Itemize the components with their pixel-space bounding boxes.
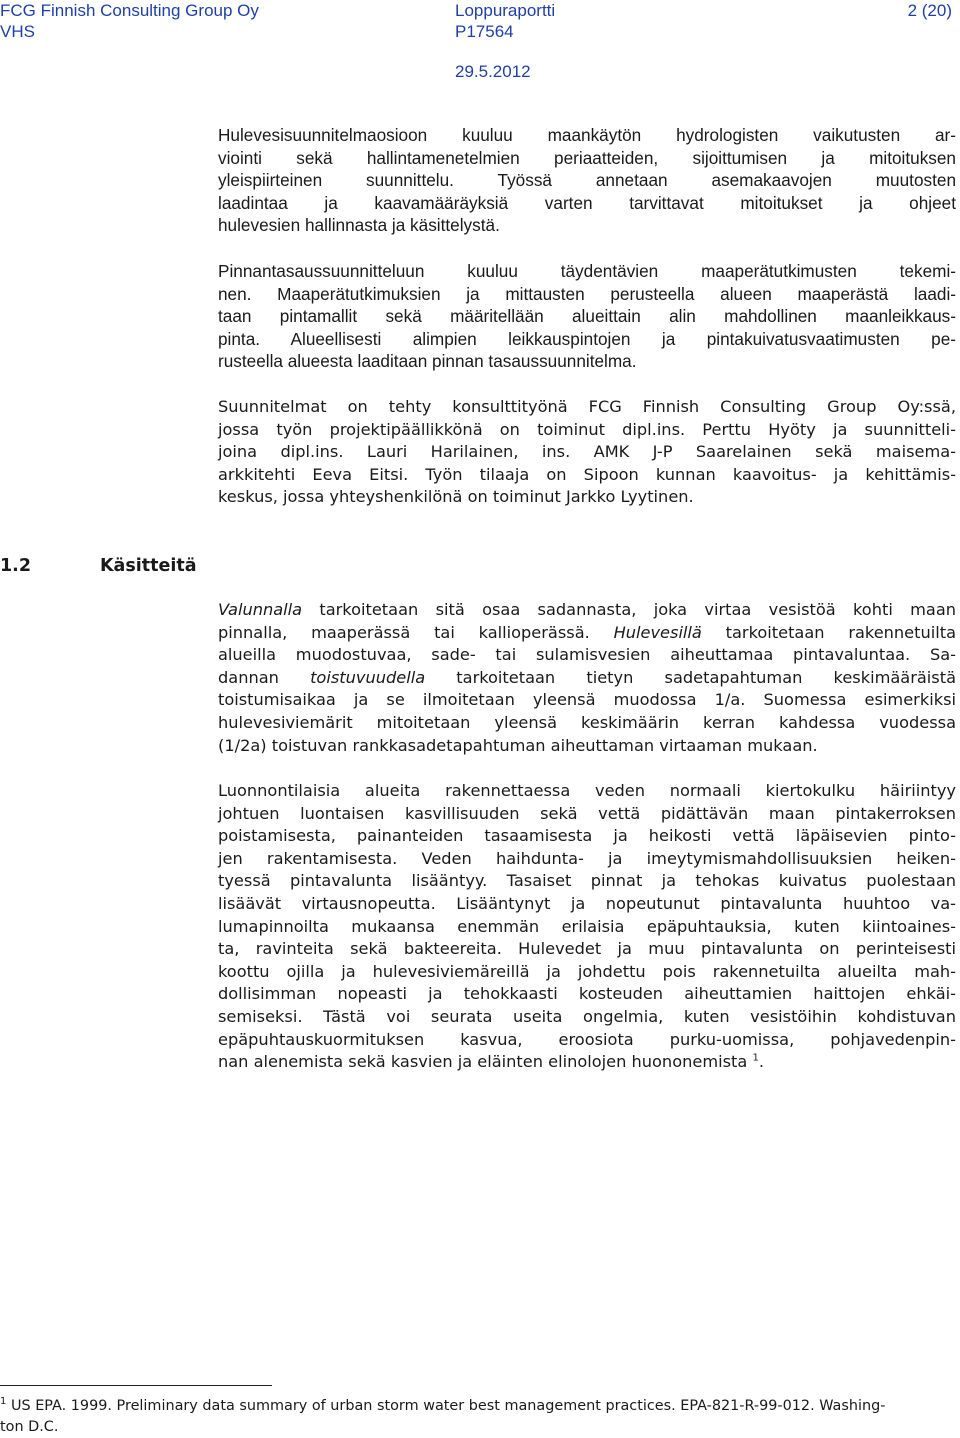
text-run: pinnalla, maaperässä tai kallioperässä. — [218, 622, 614, 642]
text-run: tarkoitetaan sitä osaa sadannasta, joka virtaa vesistöä kohti maan — [302, 600, 956, 619]
text-line: hulevesien hallinnasta ja käsittelystä. — [218, 215, 500, 236]
footnote-line: ton D.C. — [0, 1419, 59, 1435]
text-line: semiseksi. Tästä voi seurata useita ongelmia, kuten vesistöihin kohdistuvan — [218, 1006, 956, 1026]
text-line: alueilla muodostuvaa, sade- tai sulamisvesien aiheuttamaa pintavaluntaa. Sa- — [218, 645, 956, 665]
text-line: lumapinnoilta mukaansa enemmän erilaisia epäpuhtauksia, kuten kiintoaines- — [218, 916, 956, 936]
text-line: ta, ravinteita sekä bakteereita. Hulevedet ja muu pintavalunta on perinteisesti — [218, 939, 956, 959]
term-hulevesi: Hulevesillä — [613, 622, 702, 642]
footnote-text: US EPA. 1999. Preliminary data summary of urban storm water best management practices. EPA-821-R-99-012. Washing- — [6, 1398, 886, 1414]
term-valunta: Valunnalla — [218, 600, 303, 619]
text-line: Pinnantasaussuunnitteluun kuuluu täydentävien maaperätutkimusten tekemi- — [218, 261, 956, 281]
text-line — [218, 1051, 956, 1074]
text-line — [218, 599, 956, 622]
text-line: joina dipl.ins. Lauri Harilainen, ins. AMK J-P Saarelainen sekä maisema- — [218, 442, 956, 462]
text-line: nen. Maaperätutkimuksien ja mittausten perusteella alueen maaperästä laadi- — [218, 283, 956, 304]
header-unit: VHS — [0, 22, 35, 41]
intro-paragraph-3 — [218, 396, 956, 509]
footnote — [0, 1396, 960, 1438]
text-run: tarkoitetaan tietyn sadetapahtuman keskimääräistä — [425, 667, 956, 687]
text-line: yleispiirteinen suunnittelu. Työssä annetaan asemakaavojen muutosten — [218, 170, 956, 191]
footnote-mark: 1 — [0, 1396, 7, 1408]
text-run: . — [758, 1052, 764, 1072]
header-project-number: P17564 — [455, 22, 514, 41]
text-line: jen rakentamisesta. Veden haihdunta- ja imeytymismahdollisuuksien heiken- — [218, 848, 956, 868]
term-toistuvuus: toistuvuudella — [310, 667, 426, 687]
intro-paragraph-2 — [218, 260, 956, 373]
header-company: FCG Finnish Consulting Group Oy — [0, 1, 259, 20]
text-line: toistumisaikaa ja se ilmoitetaan yleensä muodossa 1/a. Suomessa esimerkiksi — [218, 690, 956, 710]
text-line: johtuen luontaisen kasvillisuuden sekä vettä pidättävän maan pintakerroksen — [218, 803, 956, 823]
text-line: Hulevesisuunnitelmaosioon kuuluu maankäytön hydrologisten vaikutusten ar- — [218, 125, 956, 145]
text-run: dannan — [218, 667, 311, 687]
text-line: (1/2a) toistuvan rankkasadetapahtuman aiheuttaman virtaaman mukaan. — [218, 735, 818, 755]
text-line: viointi sekä hallintamenetelmien periaatteiden, sijoittumisen ja mitoituksen — [218, 147, 956, 168]
header-doc-title: Loppuraportti — [455, 1, 556, 20]
section-title: Käsitteitä — [100, 556, 197, 576]
text-line: arkkitehti Eeva Eitsi. Työn tilaaja on Sipoon kunnan kaavoitus- ja kehittämis- — [218, 464, 956, 484]
text-run: nan alenemista sekä kasvien ja eläinten elinolojen huononemista — [218, 1052, 748, 1072]
text-run: tarkoitetaan rakennetuilta — [701, 622, 957, 642]
header-date: 29.5.2012 — [455, 62, 531, 81]
text-line — [218, 622, 956, 645]
text-line: lisäävät virtausnopeutta. Lisääntynyt ja nopeutunut pintavalunta huuhtoo va- — [218, 893, 956, 913]
footnote-reference[interactable]: 1 — [752, 1052, 759, 1064]
text-line: poistamisesta, painanteiden tasaamisesta ja heikosti vettä läpäisevien pinto- — [218, 826, 956, 846]
text-line: koottu ojilla ja hulevesiviemäreillä ja johdettu pois rakennetuilta alueilta mah- — [218, 961, 956, 981]
text-line: hulevesiviemärit mitoitetaan yleensä keskimäärin kerran kahdessa vuodessa — [218, 712, 956, 732]
text-line: keskus, jossa yhteyshenkilönä on toiminut Jarkko Lyytinen. — [218, 487, 694, 507]
text-line: dollisimman nopeasti ja tehokkaasti kosteuden aiheuttamien haittojen ehkäi- — [218, 984, 956, 1004]
text-line: jossa työn projektipäällikkönä on toiminut dipl.ins. Perttu Hyöty ja suunnitteli- — [218, 419, 956, 439]
text-line: taan pintamallit sekä määritellään alueittain alin mahdollinen maanleikkaus- — [218, 306, 956, 327]
urbanisation-paragraph — [218, 780, 956, 1074]
definitions-paragraph — [218, 599, 956, 757]
footnote-divider — [0, 1385, 272, 1386]
text-line: tyessä pintavalunta lisääntyy. Tasaiset pinnat ja tehokas kuivatus puolestaan — [218, 871, 956, 891]
footnote-line — [0, 1396, 960, 1417]
text-line: rusteella alueesta laaditaan pinnan tasaussuunnitelma. — [218, 351, 637, 372]
text-line: pinta. Alueellisesti alimpien leikkauspintojen ja pintakuivatusvaatimusten pe- — [218, 328, 956, 349]
text-line: epäpuhtauskuormituksen kasvua, eroosiota purku-uomissa, pohjavedenpin- — [218, 1029, 956, 1049]
text-line — [218, 667, 956, 690]
intro-paragraph-1 — [218, 124, 956, 237]
text-line: Luonnontilaisia alueita rakennettaessa veden normaali kiertokulku häiriintyy — [218, 781, 956, 800]
text-line: laadintaa ja kaavamääräyksiä varten tarvittavat mitoitukset ja ohjeet — [218, 192, 956, 213]
text-line: Suunnitelmat on tehty konsulttityönä FCG Finnish Consulting Group Oy:ssä, — [218, 397, 956, 416]
header-page-number: 2 (20) — [907, 1, 952, 20]
section-number: 1.2 — [0, 556, 32, 576]
